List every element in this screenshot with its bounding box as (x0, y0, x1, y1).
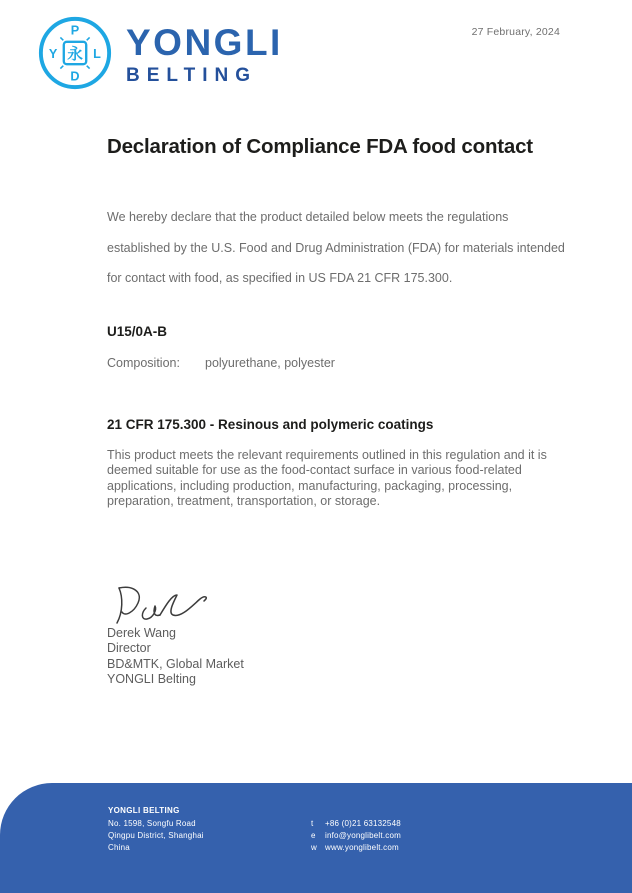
regulation-body-paragraph: This product meets the relevant requirements outlined in this regulation and it is deemed suitable for use as the food-contact surface in various food-related applications, including production, manufacturing, packaging, processing, preparation, treatment, transportation, or storage. (107, 448, 547, 509)
signatory-company: YONGLI Belting (107, 672, 196, 687)
document-title: Declaration of Compliance FDA food contact (107, 135, 533, 158)
website-key: w (311, 843, 317, 852)
signatory-title: Director (107, 641, 151, 656)
footer-phone-row (311, 818, 401, 830)
composition-row (107, 356, 565, 370)
footer-email-row (311, 830, 401, 842)
email-key: e (311, 831, 316, 840)
composition-label: Composition: (107, 356, 180, 370)
signatory-department: BD&MTK, Global Market (107, 656, 244, 671)
regulation-heading: 21 CFR 175.300 - Resinous and polymeric coatings (107, 417, 434, 432)
emblem-center-character: 永 (67, 44, 83, 63)
emblem-letter-d: D (70, 69, 80, 84)
company-logo (36, 14, 283, 92)
footer-address-line: Qingpu District, Shanghai (108, 831, 204, 840)
logo-wordmark (126, 22, 283, 85)
footer-banner (0, 783, 632, 893)
footer-contacts (311, 818, 401, 854)
emblem-letter-y: Y (48, 46, 58, 61)
footer-address-line: China (108, 843, 130, 852)
declaration-intro-paragraph: We hereby declare that the product detailed below meets the regulations established by the U.S. Food and Drug Administration (FDA) for materials intended for contact with food, as specified in US FDA 21 CFR 175.300. (107, 210, 565, 285)
document-date: 27 February, 2024 (471, 26, 560, 38)
composition-value: polyurethane, polyester (205, 356, 335, 370)
signatory-name: Derek Wang (107, 626, 177, 640)
logo-wordmark-main: YONGLI (126, 21, 283, 63)
signature-block (107, 626, 244, 688)
website-value: www.yonglibelt.com (325, 843, 399, 852)
handwritten-signature (110, 582, 212, 628)
footer-company-name: YONGLI BELTING (108, 806, 180, 815)
phone-key: t (311, 819, 314, 828)
email-value: info@yonglibelt.com (325, 831, 401, 840)
footer-address-line: No. 1598, Songfu Road (108, 819, 196, 828)
logo-wordmark-sub: BELTING (126, 64, 257, 86)
emblem-letter-l: L (93, 46, 101, 61)
emblem-letter-p: P (70, 23, 80, 38)
footer-website-row (311, 842, 401, 854)
product-name: U15/0A-B (107, 324, 168, 339)
phone-value: +86 (0)21 63132548 (325, 819, 401, 828)
footer-address (108, 818, 204, 854)
yongli-emblem-icon (36, 14, 114, 92)
